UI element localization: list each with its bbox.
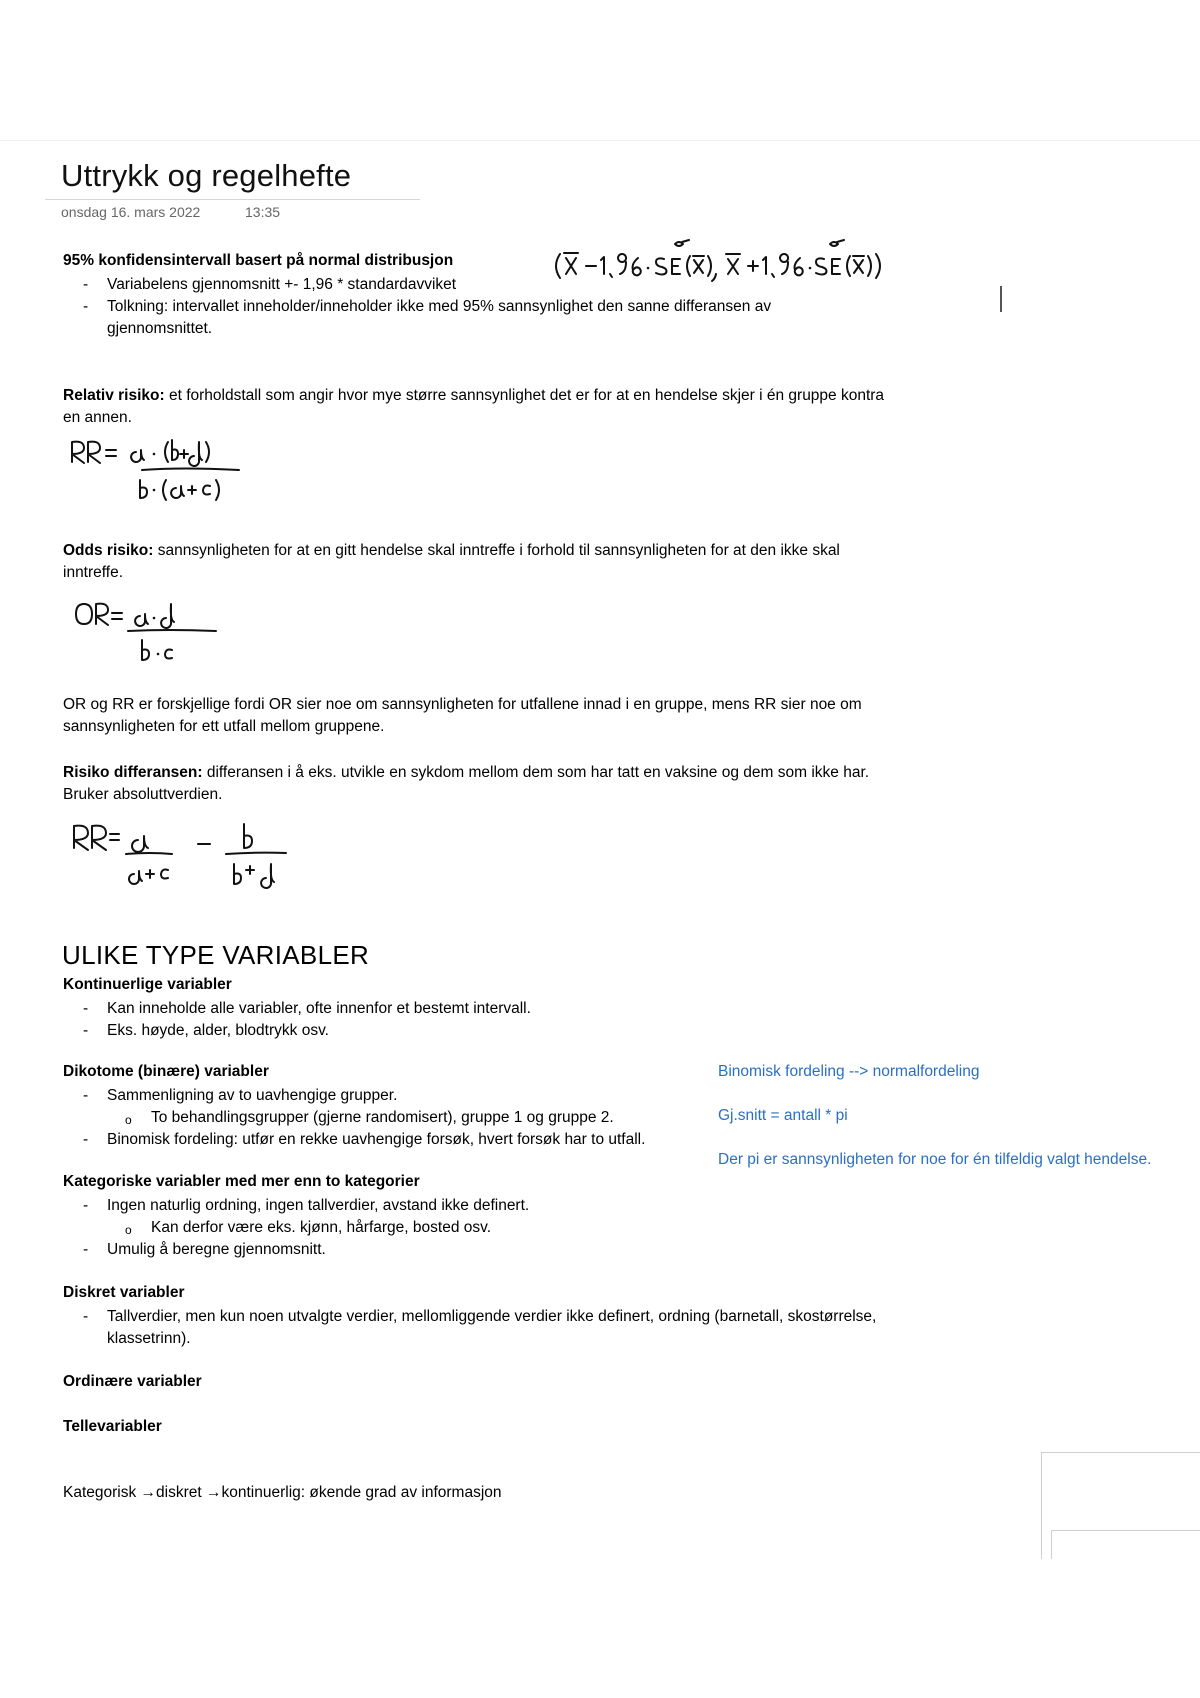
diskret-bullets	[63, 1306, 883, 1350]
dikotome-bullets	[63, 1085, 713, 1107]
page-title: Uttrykk og regelhefte	[61, 158, 352, 193]
side-note-1: Binomisk fordeling --> normalfordeling	[718, 1063, 980, 1080]
or-rr-comparison: OR og RR er forskjellige fordi OR sier noe om sannsynligheten for utfallene innad i en gruppe, mens RR sier noe om sannsynligheten for ett utfall mellom gruppene.	[63, 696, 862, 735]
dikotome-subbullets	[63, 1107, 713, 1129]
list-item: - Kan inneholde alle variabler, ofte innenfor et bestemt intervall.	[83, 1000, 531, 1017]
ordinaere-heading: Ordinære variabler	[63, 1373, 202, 1390]
summary-line: Kategorisk →diskret →kontinuerlig: økende grad av informasjon	[63, 1484, 502, 1501]
list-item: - Tolkning: intervallet inneholder/inneholder ikke med 95% sannsynlighet den sanne differansen av gjennomsnittet.	[83, 298, 772, 337]
top-margin	[0, 0, 1200, 141]
section-heading: ULIKE TYPE VARIABLER	[62, 940, 370, 970]
title-divider	[45, 199, 420, 200]
text-cursor	[1000, 286, 1002, 312]
telle-heading: Tellevariabler	[63, 1418, 162, 1435]
rd-paragraph: Risiko differansen: differansen i å eks. utvikle en sykdom mellom dem som har tatt en vaksine og dem som ikke har. Bruker absoluttverdien.	[63, 764, 870, 803]
list-item: o Kan derfor være eks. kjønn, hårfarge, bosted osv.	[125, 1219, 492, 1237]
rd-formula-drawing	[70, 822, 300, 892]
corner-frame-inner	[1051, 1530, 1200, 1559]
list-item: - Tallverdier, men kun noen utvalgte verdier, mellomliggende verdier ikke definert, ordning (barnetall, skostørrelse, klassetrinn).	[83, 1308, 877, 1347]
list-item: - Umulig å beregne gjennomsnitt.	[83, 1241, 326, 1258]
dikotome-bullets-2	[63, 1129, 723, 1151]
list-item: - Binomisk fordeling: utfør en rekke uavhengige forsøk, hvert forsøk har to utfall.	[83, 1131, 646, 1148]
kategoriske-bullets	[63, 1195, 713, 1217]
kontinuerlige-heading: Kontinuerlige variabler	[63, 976, 232, 993]
list-item: - Eks. høyde, alder, blodtrykk osv.	[83, 1022, 329, 1039]
side-note-2: Gj.snitt = antall * pi	[718, 1107, 848, 1124]
page-date: onsdag 16. mars 2022	[61, 204, 201, 220]
side-note-3: Der pi er sannsynligheten for noe for én tilfeldig valgt hendelse.	[718, 1151, 1152, 1168]
or-paragraph: Odds risiko: sannsynligheten for at en gitt hendelse skal inntreffe i forhold til sannsynligheten for at den ikke skal inntreffe.	[63, 542, 840, 581]
kategoriske-subbullets	[63, 1217, 713, 1239]
ci-heading: 95% konfidensintervall basert på normal distribusjon	[63, 252, 454, 269]
page-time: 13:35	[245, 204, 281, 220]
ci-formula-drawing	[548, 232, 888, 292]
list-item: o To behandlingsgrupper (gjerne randomisert), gruppe 1 og gruppe 2.	[125, 1109, 614, 1127]
list-item: - Ingen naturlig ordning, ingen tallverdier, avstand ikke definert.	[83, 1197, 530, 1214]
kategoriske-heading: Kategoriske variabler med mer enn to kategorier	[63, 1173, 420, 1190]
rr-paragraph: Relativ risiko: et forholdstall som angir hvor mye større sannsynlighet det er for at en hendelse skjer i én gruppe kontra en annen.	[63, 387, 885, 426]
diskret-heading: Diskret variabler	[63, 1284, 185, 1301]
or-formula-drawing	[74, 600, 234, 670]
list-item: - Sammenligning av to uavhengige grupper.	[83, 1087, 398, 1104]
dikotome-heading: Dikotome (binære) variabler	[63, 1063, 269, 1080]
kontinuerlige-bullets	[63, 998, 763, 1042]
list-item: - Variabelens gjennomsnitt +- 1,96 * standardavviket	[83, 276, 457, 293]
rr-formula-drawing	[68, 438, 248, 510]
kategoriske-bullets-2	[63, 1239, 713, 1261]
